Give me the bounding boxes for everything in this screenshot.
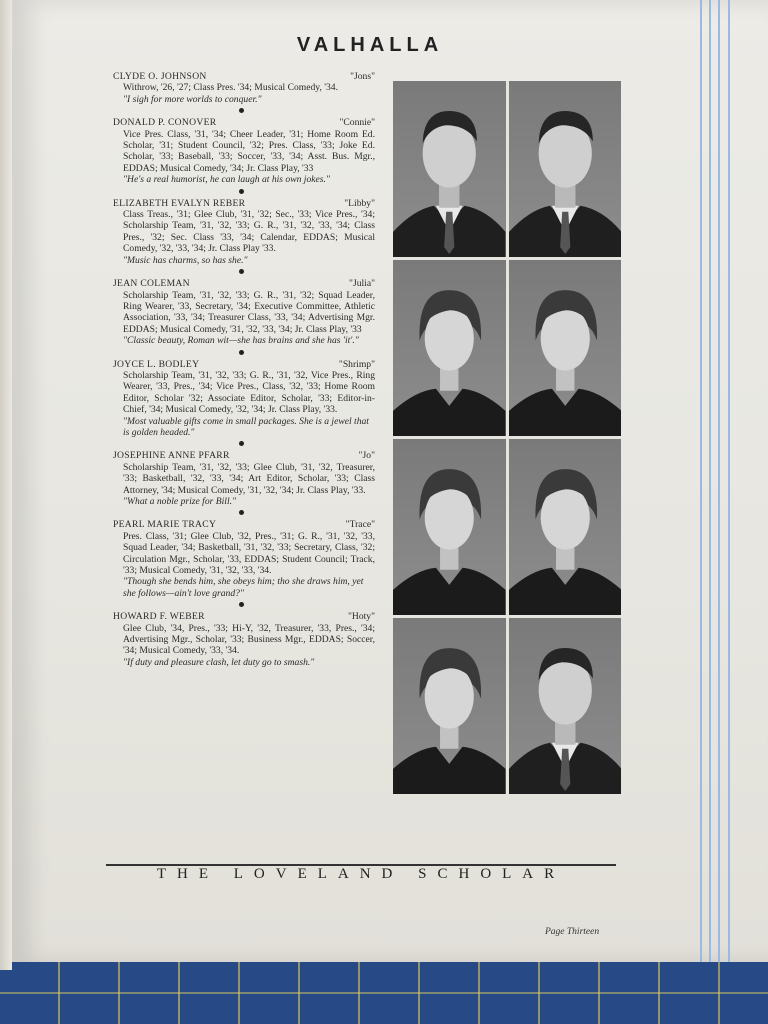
bullet-separator <box>239 108 244 113</box>
entry-header <box>113 278 375 289</box>
bullet-separator <box>239 441 244 446</box>
portrait-photo-jean-coleman <box>509 260 622 436</box>
margin-line <box>718 0 720 962</box>
female-portrait-icon <box>509 439 622 615</box>
student-name: ELIZABETH EVALYN REBER <box>113 197 246 209</box>
student-activities: Scholarship Team, '31, '32, '33; G. R., '31, '32; Squad Leader, Ring Wearer, '33, Secretary, '34; Executive Committee, Athletic Association, '33, '34; Treasurer Class, '33, '34; Advertising Mgr. EDDAS; Musical Comedy, '31, '32, '33, '34; Jr. Class Play, '33 <box>123 289 375 335</box>
senior-entry <box>113 117 375 185</box>
facing-page-edge <box>0 0 12 970</box>
portrait-photo-clyde-johnson <box>393 81 506 257</box>
student-nickname: "Libby" <box>344 197 375 209</box>
female-portrait-icon <box>509 260 622 436</box>
bullet-separator <box>239 350 244 355</box>
male-portrait-icon <box>509 618 622 794</box>
student-name: JOYCE L. BODLEY <box>113 358 200 370</box>
student-nickname: "Jo" <box>358 450 375 462</box>
entry-header <box>113 519 375 530</box>
student-name: CLYDE O. JOHNSON <box>113 71 207 82</box>
student-quote: "Classic beauty, Roman wit—she has brains and she has 'it'." <box>123 335 359 347</box>
student-name: PEARL MARIE TRACY <box>113 519 217 531</box>
student-quote: "If duty and pleasure clash, let duty go to smash." <box>123 656 315 668</box>
senior-entry <box>113 519 375 599</box>
student-name: HOWARD F. WEBER <box>113 611 205 623</box>
entry-header <box>113 611 375 622</box>
student-quote: "I sigh for more worlds to conquer." <box>123 93 262 105</box>
entry-header <box>113 359 375 370</box>
senior-entry <box>113 198 375 266</box>
student-nickname: "Jons" <box>350 71 375 82</box>
student-activities: Class Treas., '31; Glee Club, '31, '32; Sec., '33; Vice Pres., '34; Scholarship Team, '31, '32, '33; G. R., '31, '32, '33, '34; Class Pres., '32; Sec. Class '33, '34; Calendar, EDDAS; Musical Comedy, '32, '33, '34; Jr. Class Play '33. <box>123 209 375 255</box>
page-title: VALHALLA <box>296 34 444 56</box>
margin-line <box>709 0 711 962</box>
female-portrait-icon <box>393 439 506 615</box>
student-quote: "Music has charms, so has she." <box>123 254 248 266</box>
student-name: JEAN COLEMAN <box>113 278 190 290</box>
student-nickname: "Trace" <box>345 519 375 531</box>
senior-entry <box>113 611 375 668</box>
student-activities: Vice Pres. Class, '31, '34; Cheer Leader, '31; Home Room Ed. Scholar, '31; Student Council, '32; Pres. Class, '33; Joke Ed. Scholar, '33; Baseball, '33; Soccer, '33, '34; Asst. Bus. Mgr., EDDAS; Musical Comedy, '34; Jr. Class Play, '33 <box>123 128 375 174</box>
student-activities: Pres. Class, '31; Glee Club, '32, Pres., '31; G. R., '31, '32, '33, Squad Leader, '34; Basketball, '31, '32, '33; Secretary, Class, '32; Circulation Mgr., Scholar, '33, EDDAS; Student Council; Track, '33; Musical Comedy, '31, '32, '33, '34. <box>123 530 375 577</box>
female-portrait-icon <box>393 260 506 436</box>
cutting-mat <box>0 955 768 1024</box>
entry-header <box>113 450 375 461</box>
senior-entry <box>113 359 375 439</box>
publication-footer: THE LOVELAND SCHOLAR <box>156 866 566 882</box>
page-number: Page Thirteen <box>545 927 600 937</box>
student-activities: Scholarship Team, '31, '32, '33; Glee Club, '31, '32, Treasurer, '33; Basketball, '32, '33, '34; Art Editor, Scholar, '33; Class Attorney, '34; Musical Comedy, '31, '32, '34; Jr. Class Play, '33. <box>123 461 375 496</box>
senior-entry <box>113 450 375 507</box>
student-activities: Scholarship Team, '31, '32, '33; G. R., '31, '32, Vice Pres., Ring Wearer, '33, Pres., '34; Vice Pres., Class, '32, '33; Home Room Editor, Scholar '32; Associate Editor, Scholar, '33; Editor-in-Chief, '34; Musical Comedy, '32, '34; Jr. Class Play, '33. <box>123 369 375 416</box>
student-nickname: "Hoty" <box>347 611 375 623</box>
portrait-photo-josephine-pfarr <box>509 439 622 615</box>
student-activities: Glee Club, '34, Pres., '33; Hi-Y, '32, Treasurer, '33, Pres., '34; Advertising Mgr., Scholar, '33; Business Mgr., EDDAS; Soccer, '34; Musical Comedy, '33, '34. <box>123 622 375 657</box>
student-nickname: "Shrimp" <box>338 358 375 370</box>
portrait-photo-joyce-bodley <box>393 439 506 615</box>
student-activities: Withrow, '26, '27; Class Pres. '34; Musical Comedy, '34. <box>123 82 339 94</box>
male-portrait-icon <box>509 81 622 257</box>
student-quote: "He's a real humorist, he can laugh at his own jokes." <box>123 174 330 186</box>
margin-line <box>728 0 730 962</box>
student-nickname: "Julia" <box>349 278 375 290</box>
margin-line <box>700 0 702 962</box>
student-quote: "What a noble prize for Bill." <box>123 496 237 507</box>
portrait-photo-howard-weber <box>509 618 622 794</box>
bullet-separator <box>239 269 244 274</box>
bullet-separator <box>239 189 244 194</box>
student-quote: "Most valuable gifts come in small packages. She is a jewel that is golden headed." <box>123 415 369 438</box>
senior-entry <box>113 71 375 105</box>
senior-entries <box>113 71 375 669</box>
student-nickname: "Connie" <box>339 117 375 129</box>
portrait-grid <box>393 81 621 794</box>
entry-header <box>113 198 375 209</box>
entry-header <box>113 71 375 82</box>
senior-entry <box>113 278 375 346</box>
portrait-photo-elizabeth-reber <box>393 260 506 436</box>
bullet-separator <box>239 510 244 515</box>
student-quote: "Though she bends him, she obeys him; tho she draws him, yet she follows—ain't love grand?" <box>123 576 364 599</box>
portrait-photo-pearl-tracy <box>393 618 506 794</box>
entry-header <box>113 117 375 128</box>
female-portrait-icon <box>393 618 506 794</box>
portrait-photo-donald-conover <box>509 81 622 257</box>
student-name: DONALD P. CONOVER <box>113 117 217 129</box>
male-portrait-icon <box>393 81 506 257</box>
bullet-separator <box>239 602 244 607</box>
student-name: JOSEPHINE ANNE PFARR <box>113 450 230 462</box>
